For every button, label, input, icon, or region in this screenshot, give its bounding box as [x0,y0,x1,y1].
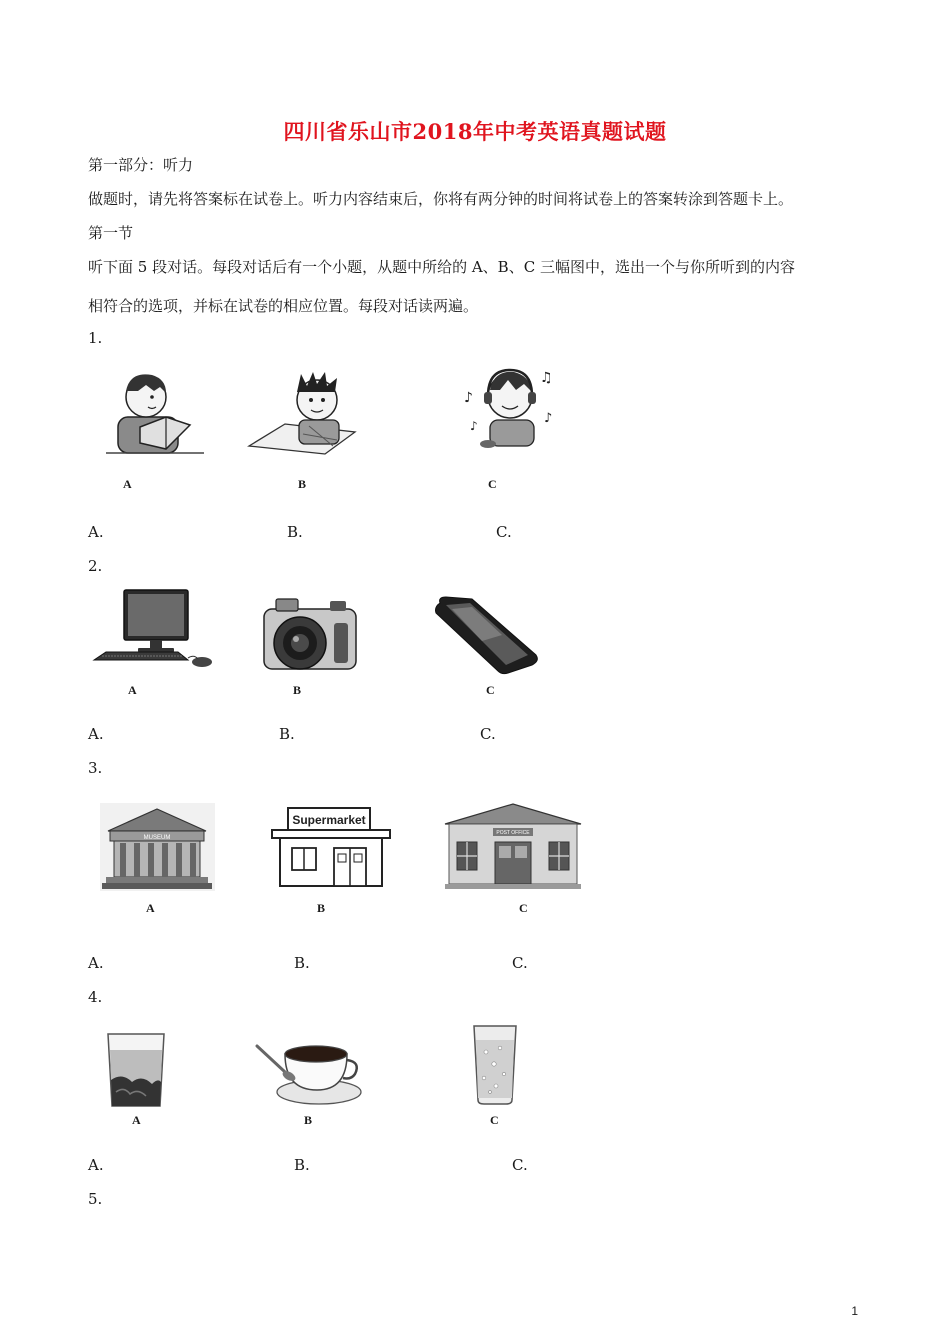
post-office-sign: POST OFFICE [496,830,530,836]
boy-reading-book-icon [100,365,210,460]
museum-icon [100,803,215,891]
image-label-b: B [293,683,302,697]
boy-drawing-icon [245,370,360,455]
question-number: 4. [88,988,103,1006]
camera-icon [258,593,363,678]
coffee-cup-icon [255,1032,365,1108]
directions-line-1: 听下面 5 段对话。每段对话后有一个小题，从题中所给的 A、B、C 三幅图中，选出一个与你所听到的内容 [88,258,795,276]
image-label-c: C [490,1113,499,1127]
svg-text:♪: ♪ [544,411,553,426]
option-c[interactable]: C. [496,523,512,541]
option-b[interactable]: B. [287,523,303,541]
option-a[interactable]: A. [88,1156,104,1174]
image-label-b: B [304,1113,313,1127]
image-label-c: C [488,477,497,491]
soda-glass-icon [470,1024,520,1106]
directions-line-2: 相符合的选项，并标在试卷的相应位置。每段对话读两遍。 [88,297,479,315]
image-label-a: A [128,683,137,697]
question-number: 1. [88,329,103,347]
option-c[interactable]: C. [512,954,528,972]
option-a[interactable]: A. [88,523,104,541]
image-label-c: C [519,901,528,915]
svg-text:♫: ♫ [540,370,553,386]
post-office-icon [443,800,583,890]
question-number: 2. [88,557,103,575]
question-number: 5. [88,1190,103,1208]
option-b[interactable]: B. [279,725,295,743]
boy-listening-music-icon [460,362,560,454]
image-label-a: A [146,901,155,915]
supermarket-sign: Supermarket [292,813,366,827]
image-label-b: B [317,901,326,915]
instruction-text: 做题时，请先将答案标在试卷上。听力内容结束后，你将有两分钟的时间将试卷上的答案转涂到答题卡上。 [88,190,794,208]
tea-glass-icon [104,1030,168,1110]
museum-sign: MUSEUM [143,835,171,841]
page-number: 1 [851,1304,858,1318]
computer-icon [92,588,217,673]
part-heading: 第一部分：听力 [88,156,194,174]
option-b[interactable]: B. [294,1156,310,1174]
image-label-b: B [298,477,307,491]
svg-text:♪: ♪ [470,419,478,433]
option-b[interactable]: B. [294,954,310,972]
option-a[interactable]: A. [88,954,104,972]
svg-text:♪: ♪ [464,390,473,406]
section-heading: 第一节 [88,224,134,242]
option-a[interactable]: A. [88,725,104,743]
supermarket-icon [270,806,392,888]
image-label-a: A [123,477,132,491]
smartphone-icon [432,595,542,675]
image-label-c: C [486,683,495,697]
option-c[interactable]: C. [480,725,496,743]
image-label-a: A [132,1113,141,1127]
page-title: 四川省乐山市2018年中考英语真题试题 [283,119,667,144]
option-c[interactable]: C. [512,1156,528,1174]
question-number: 3. [88,759,103,777]
